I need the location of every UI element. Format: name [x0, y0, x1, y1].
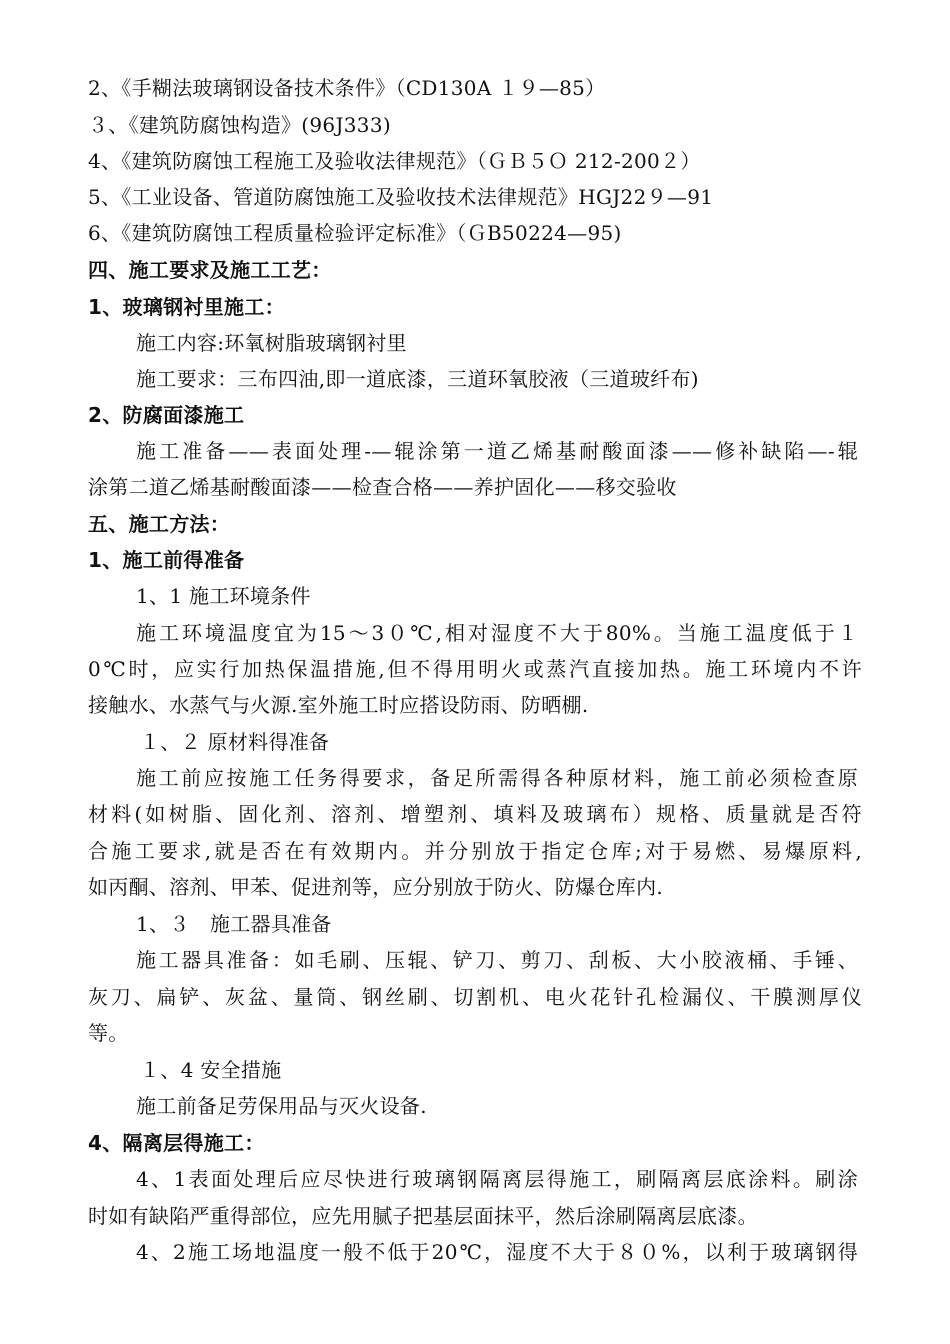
paragraph-line: 接触水、水蒸气与火源.室外施工时应搭设防雨、防晒棚. — [88, 693, 589, 717]
paragraph-line: 合施工要求,就是否在有效期内。并分别放于指定仓库;对于易燃、易爆原料, — [88, 839, 862, 863]
section-heading-4: 四、施工要求及施工工艺： — [88, 258, 332, 282]
paragraph-line: 施工要求：三布四油,即一道底漆，三道环氧胶液（三道玻纤布) — [136, 367, 699, 391]
subheading-isolation-layer: 4、隔离层得施工： — [88, 1131, 265, 1155]
paragraph-line: 4、2施工场地温度一般不低于20℃，湿度不大于８０%，以利于玻璃钢得 — [136, 1240, 858, 1264]
paragraph-line: 施工内容:环氧树脂玻璃钢衬里 — [136, 331, 407, 355]
reference-line-5: 5、《工业设备、管道防腐蚀施工及验收技术法律规范》HGJ22９—91 — [88, 185, 714, 209]
reference-line-3: ３、《建筑防腐蚀构造》(96J333) — [88, 113, 391, 137]
subsection-label: １、２ 原材料得准备 — [140, 730, 330, 754]
subheading-topcoat: 2、防腐面漆施工 — [88, 403, 245, 427]
paragraph-line: 施工前应按施工任务得要求，备足所需得各种原材料，施工前必须检查原 — [136, 766, 858, 790]
subheading-frp-lining: 1、玻璃钢衬里施工： — [88, 295, 285, 319]
paragraph-line: 材料(如树脂、固化剂、溶剂、增塑剂、填料及玻璃布）规格、质量就是否符 — [88, 802, 862, 826]
paragraph-line: 施工准备——表面处理-—辊涂第一道乙烯基耐酸面漆——修补缺陷—-辊 — [136, 439, 858, 463]
reference-line-2: 2、《手糊法玻璃钢设备技术条件》（CD130A １９—85） — [88, 76, 606, 100]
paragraph-line: 施工器具准备：如毛刷、压辊、铲刀、剪刀、刮板、大小胶液桶、手锤、 — [136, 948, 858, 972]
paragraph-line: 0℃时，应实行加热保温措施,但不得用明火或蒸汽直接加热。施工环境内不许 — [88, 657, 862, 681]
reference-line-6: 6、《建筑防腐蚀工程质量检验评定标准》（ＧB50224—95) — [88, 221, 622, 245]
paragraph-line: 施工前备足劳保用品与灭火设备. — [136, 1094, 427, 1118]
paragraph-line: 灰刀、扁铲、灰盆、量筒、钢丝刷、切割机、电火花针孔检漏仪、干膜测厚仪 — [88, 985, 862, 1009]
section-heading-5: 五、施工方法： — [88, 512, 231, 536]
paragraph-line: 如丙酮、溶剂、甲苯、促进剂等，应分别放于防火、防爆仓库内. — [88, 875, 664, 899]
paragraph-line: 施工环境温度宜为15～3０℃,相对湿度不大于80%。当施工温度低于１ — [136, 621, 858, 645]
subsection-label: 1、1 施工环境条件 — [136, 584, 311, 608]
subheading-preparation: 1、施工前得准备 — [88, 548, 245, 572]
paragraph-line: 等。 — [88, 1021, 129, 1045]
subsection-label: 1、３ 施工器具准备 — [136, 912, 332, 936]
paragraph-line: 4、1表面处理后应尽快进行玻璃钢隔离层得施工，刷隔离层底涂料。刷涂 — [136, 1167, 858, 1191]
paragraph-line: 时如有缺陷严重得部位，应先用腻子把基层面抹平，然后涂刷隔离层底漆。 — [88, 1204, 758, 1228]
reference-line-4: 4、《建筑防腐蚀工程施工及验收法律规范》（ＧＢ５Ｏ 212-200２） — [88, 149, 701, 173]
paragraph-line: 涂第二道乙烯基耐酸面漆——检查合格——养护固化——移交验收 — [88, 475, 677, 499]
subsection-label: １、4 安全措施 — [140, 1058, 282, 1082]
